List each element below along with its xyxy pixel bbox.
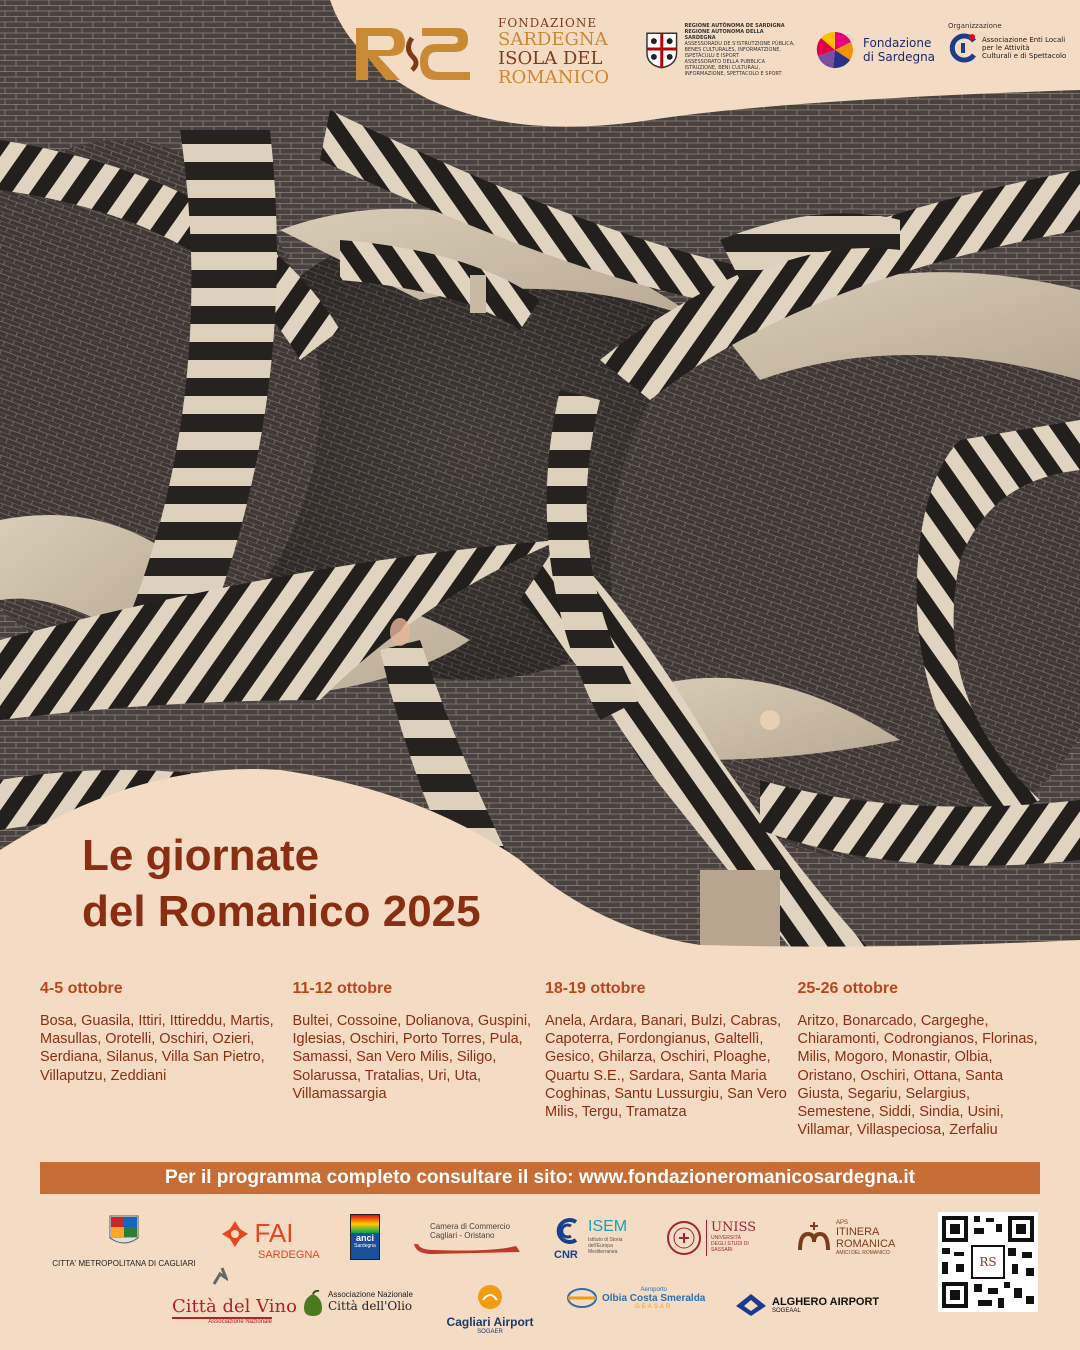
romanico-monogram-logo bbox=[350, 18, 475, 88]
alghero-sub: SOGEAAL bbox=[772, 1308, 801, 1314]
cag-airport-label: Cagliari Airport bbox=[446, 1315, 534, 1329]
olive-icon bbox=[302, 1290, 324, 1318]
olbia-line3: GEASAR bbox=[635, 1303, 673, 1310]
fai-sardegna-logo bbox=[220, 1218, 330, 1261]
fds-line2: di Sardegna bbox=[863, 50, 936, 64]
aell-logo bbox=[948, 22, 1073, 72]
itinera-line3: AMICI DEL ROMANICO bbox=[836, 1250, 890, 1256]
anci-colors-icon bbox=[351, 1215, 379, 1233]
citta-metropolitana-cagliari-logo bbox=[44, 1214, 204, 1268]
website-banner[interactable]: Per il programma completo consultare il sito: www.fondazioneromanicosardegna.it bbox=[40, 1162, 1040, 1194]
alghero-airport-icon bbox=[734, 1292, 768, 1318]
olio-line2: Città dell'Olio bbox=[328, 1299, 413, 1313]
pin-icon bbox=[212, 1266, 228, 1286]
uniss-seal-icon bbox=[666, 1220, 702, 1256]
vino-label: Città del Vino bbox=[172, 1296, 297, 1317]
regione-sardegna-logo bbox=[645, 23, 795, 77]
schedule-places: Bultei, Cossoine, Dolianova, Guspini, Iglesias, Oschiri, Porto Torres, Pula, Samassi, San Vero Milis, Siligo, Solarussa, Tratalias, Uri, Uta, Villamassargia bbox=[292, 1013, 532, 1102]
schedule-column bbox=[40, 980, 293, 1139]
schedule-date: 25-26 ottobre bbox=[797, 980, 898, 997]
schedule-date: 4-5 ottobre bbox=[40, 980, 123, 997]
itinera-line1: ITINERA bbox=[836, 1226, 880, 1238]
olbia-line2: Olbia Costa Smeralda bbox=[602, 1292, 706, 1304]
regione-line4: ASSESSORATO DELLA PUBBLICA ISTRUZIONE, BENI CULTURALI, INFORMAZIONE, SPETTACOLO E SPORT bbox=[684, 59, 782, 77]
regione-line2: REGIONE AUTONOMA DELLA SARDEGNA bbox=[684, 29, 764, 41]
alghero-label: ALGHERO AIRPORT bbox=[772, 1296, 880, 1308]
itinera-romanica-logo bbox=[796, 1220, 906, 1256]
cagliari-label: CITTA' METROPOLITANA DI CAGLIARI bbox=[52, 1259, 196, 1268]
cagliari-airport-logo bbox=[440, 1284, 540, 1335]
schedule-column bbox=[798, 980, 1051, 1139]
alghero-airport-logo bbox=[734, 1292, 884, 1318]
itinera-aps: APS bbox=[836, 1220, 849, 1226]
schedule-places: Bosa, Guasila, Ittiri, Ittireddu, Martis, Masullas, Orotelli, Oschiri, Ozieri, Serdiana, Silanus, Villa San Pietro, Villaputzu, Zeddiani bbox=[40, 1013, 274, 1084]
fondazione-line4: ROMANICO bbox=[498, 67, 610, 88]
qr-code[interactable] bbox=[938, 1212, 1038, 1312]
schedule-date: 18-19 ottobre bbox=[545, 980, 646, 997]
regione-shield-icon bbox=[645, 31, 679, 69]
organizzazione-label: Organizzazione bbox=[948, 22, 1002, 30]
cagliari-shield-icon bbox=[108, 1214, 140, 1248]
anci-label: anci bbox=[355, 1233, 374, 1243]
olbia-airport-logo bbox=[566, 1286, 716, 1310]
aell-line3: Culturali e di Spettacolo bbox=[982, 52, 1067, 60]
fai-label: FAI bbox=[254, 1218, 294, 1248]
uniss-label: UNISS bbox=[711, 1220, 757, 1235]
aell-line2: per le Attività bbox=[982, 44, 1030, 52]
citta-del-vino-logo bbox=[172, 1296, 297, 1325]
olio-line1: Associazione Nazionale bbox=[328, 1290, 413, 1299]
camera-line2: Cagliari - Oristano bbox=[430, 1231, 495, 1240]
itinera-mark-icon bbox=[796, 1220, 832, 1256]
uniss-logo bbox=[666, 1220, 762, 1256]
olbia-line1: Aeroporto bbox=[640, 1286, 667, 1293]
fds-line1: Fondazione bbox=[863, 36, 932, 50]
cnr-mark-icon bbox=[554, 1218, 584, 1244]
title-line1: Le giornate bbox=[82, 831, 320, 880]
regione-line1: REGIONE AUTÒNOMA DE SARDIGNA bbox=[684, 23, 785, 29]
camera-commercio-logo bbox=[412, 1222, 522, 1261]
isem-label: ISEM bbox=[588, 1218, 628, 1235]
aell-mark-icon bbox=[948, 33, 978, 63]
aell-line1: Associazione Enti Locali bbox=[982, 36, 1066, 44]
schedule bbox=[40, 980, 1050, 1139]
camera-line1: Camera di Commercio bbox=[430, 1222, 511, 1231]
poster-title bbox=[82, 828, 481, 940]
regione-line3: ASSESSORADU DE S'ISTRUTZIONE PÙBLICA, BENES CULTURALES, INFORMATZIONE, ISPETÀCULU E ISPORT bbox=[684, 41, 795, 59]
fds-wheel-icon bbox=[815, 30, 855, 70]
title-line2: del Romanico 2025 bbox=[82, 887, 481, 936]
anci-sardegna-logo bbox=[350, 1214, 380, 1260]
itinera-line2: ROMANICA bbox=[836, 1238, 896, 1250]
anci-sub: Sardegna bbox=[354, 1243, 376, 1249]
fondazione-line2: SARDEGNA bbox=[498, 29, 608, 50]
cagliari-airport-sun-icon bbox=[477, 1284, 503, 1310]
cag-airport-sub: SOGAER bbox=[477, 1329, 503, 1335]
cnr-isem-logo bbox=[554, 1218, 654, 1261]
schedule-places: Aritzo, Bonarcado, Cargeghe, Chiaramonti, Codrongianos, Florinas, Milis, Mogoro, Monastir, Olbia, Oristano, Oschiri, Ottana, Santa Giusta, Segariu, Selargius, Semestene, Siddi, Sindia, Usini, Villamar, Villaspeciosa, Zerfaliu bbox=[797, 1013, 1038, 1139]
schedule-column bbox=[545, 980, 798, 1139]
citta-olio-logo bbox=[302, 1290, 422, 1318]
schedule-date: 11-12 ottobre bbox=[292, 980, 393, 997]
vino-sub: Associazione Nazionale bbox=[208, 1319, 272, 1325]
camera-swoosh-icon bbox=[412, 1240, 522, 1256]
fondazione-label: FONDAZIONE bbox=[498, 16, 598, 30]
isem-sub: Istituto di Storia dell'Europa Mediterranea bbox=[588, 1237, 623, 1255]
fondazione-line3: ISOLA DEL bbox=[498, 48, 603, 69]
fai-flower-icon bbox=[220, 1219, 250, 1249]
uniss-sub: UNIVERSITÀ DEGLI STUDI DI SASSARI bbox=[711, 1235, 749, 1253]
svg-text:RS: RS bbox=[979, 1255, 997, 1269]
schedule-places: Anela, Ardara, Banari, Bulzi, Cabras, Capoterra, Fordongianus, Galtellì, Gesico, Ghilarza, Oschiri, Ploaghe, Quartu S.E., Sardara, Santa Maria Coghinas, Santu Lussurgiu, San Vero Milis, Tergu, Tramatza bbox=[545, 1013, 787, 1121]
fai-sub: SARDEGNA bbox=[258, 1249, 320, 1261]
fondazione-di-sardegna-logo bbox=[815, 30, 940, 70]
cnr-label: CNR bbox=[554, 1249, 578, 1261]
schedule-column bbox=[293, 980, 546, 1139]
fondazione-romanico-logo bbox=[498, 16, 633, 87]
olbia-airport-icon bbox=[566, 1286, 598, 1310]
